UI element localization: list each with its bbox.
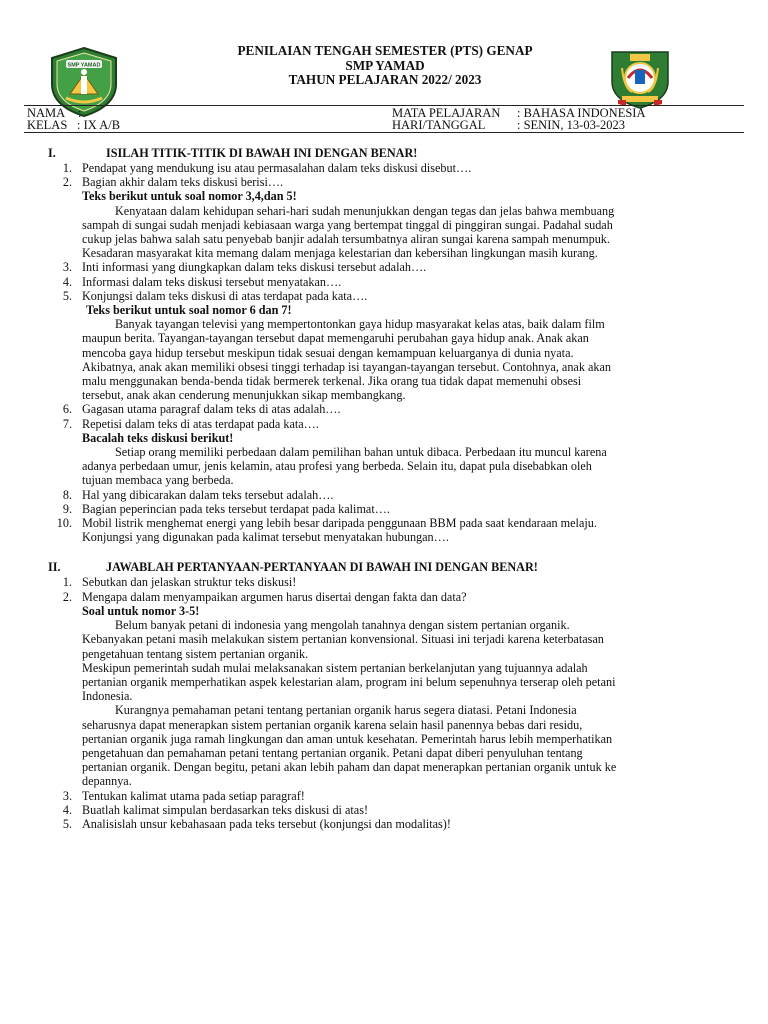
passage-line: Setiap orang memiliki perbedaan dalam pemilihan bahan untuk dibaca. Perbedaan itu muncul karena — [115, 445, 607, 460]
header-year: TAHUN PELAJARAN 2022/ 2023 — [288, 72, 482, 87]
passage-line: Kebanyakan petani masih melakukan sistem pertanian konvensional. Situasi ini terjadi karena keterbatasan — [82, 632, 604, 647]
header-school: SMP YAMAD — [345, 57, 425, 73]
question-1-2: 2. Bagian akhir dalam teks diskusi berisi…. — [62, 175, 284, 190]
passage-line: malu menggunakan benda-benda tidak bermerek terkenal. Jika orang tua tidak dapat memenuhi obsesi — [82, 374, 582, 389]
section-1-heading — [24, 146, 748, 161]
question-2-5: 5. Analisislah unsur kebahasaan pada teks tersebut (konjungsi dan modalitas)! — [62, 816, 451, 831]
passage-a — [24, 204, 748, 261]
passage-c — [24, 445, 748, 488]
meta-nama-label: NAMA — [27, 106, 66, 120]
passage-line: Kesadaran masyarakat kita memang dalam menjaga kelestarian dan kebersihan lingkungan masih kurang. — [82, 246, 598, 261]
question-1-8: 8. Hal yang dibicarakan dalam teks tersebut adalah…. — [62, 487, 334, 502]
question-text: Inti informasi yang diungkapkan dalam teks diskusi tersebut adalah…. — [82, 260, 427, 275]
question-text: Pendapat yang mendukung isu atau permasalahan dalam teks diskusi disebut…. — [82, 161, 472, 175]
passage-line: seharusnya dapat menerapkan sistem pertanian organik karena selain hasil panennya bebas dari residu, — [82, 717, 583, 732]
meta-kelas-label: KELAS — [27, 118, 68, 132]
passage-line: Belum banyak petani di indonesia yang mengolah tanahnya dengan sistem pertanian organik. — [115, 618, 570, 633]
question-2-4: 4. Buatlah kalimat simpulan berdasarkan teks diskusi di atas! — [62, 802, 369, 817]
passage-d-intro: Soal untuk nomor 3-5! — [82, 603, 200, 618]
passage-line: Kurangnya pemahaman petani tentang pertanian organik harus segera diatasi. Petani Indonesia — [115, 703, 577, 718]
question-text: Bagian akhir dalam teks diskusi berisi…. — [82, 175, 284, 190]
passage-line: depannya. — [82, 774, 132, 789]
section-1-title: ISILAH TITIK-TITIK DI BAWAH INI DENGAN BENAR! — [106, 146, 418, 160]
question-1-7: 7. Repetisi dalam teks di atas terdapat pada kata…. — [62, 416, 319, 431]
passage-line: Indonesia. — [82, 689, 133, 704]
question-text: Konjungsi dalam teks diskusi di atas terdapat pada kata…. — [82, 288, 368, 303]
passage-d-paragraph-1 — [24, 618, 748, 661]
passage-line: pertanian organik. Dengan begitu, petani akan lebih paham dan dapat menerapkan pertanian organik untuk ke — [82, 760, 617, 775]
question-text: Gagasan utama paragraf dalam teks di atas adalah…. — [82, 402, 341, 417]
passage-line: Akibatnya, anak akan memiliki obsesi tinggi terhadap isi tayangan-tayangan tersebut. Contohnya, anak akan — [82, 359, 611, 374]
question-1-10-continued: Konjungsi yang digunakan pada kalimat tersebut menyatakan hubungan…. — [82, 530, 449, 545]
passage-line: maupun berita. Tayangan-tayangan tersebut dapat memengaruhi perubahan gaya hidup anak. Anak akan — [82, 331, 589, 346]
section-1-number: I. — [48, 146, 56, 160]
question-1-1: 1. Pendapat yang mendukung isu atau permasalahan dalam teks diskusi disebut…. — [62, 161, 472, 175]
meta-hari-label: HARI/TANGGAL — [392, 118, 486, 132]
question-text: Bagian peperincian pada teks tersebut terdapat pada kalimat…. — [82, 501, 390, 516]
passage-b — [24, 317, 748, 402]
passage-line: pengetahuan tentang sistem pertanian organik. — [82, 646, 309, 661]
question-2-3: 3. Tentukan kalimat utama pada setiap paragraf! — [62, 788, 305, 803]
section-spacer — [24, 544, 748, 560]
passage-line: pertanian organik memperhatikan aspek kelestarian alam, program ini belum sepenuhnya terserap oleh petani — [82, 674, 616, 689]
passage-line: cukup jelas bahwa salah satu penyebab banjir adalah tersumbatnya aliran sungai karena sampah menumpuk. — [82, 232, 610, 247]
passage-d-paragraph-2 — [24, 661, 748, 704]
passage-d-paragraph-3 — [24, 703, 748, 788]
question-text: Mobil listrik menghemat energi yang lebih besar daripada penggunaan BBM pada saat kendaraan melaju. — [82, 516, 597, 531]
header-rule-bottom — [24, 132, 744, 133]
meta-nama-value: : — [78, 106, 82, 120]
passage-c-intro: Bacalah teks diskusi berikut! — [82, 430, 234, 445]
passage-line: sampah di sungai sudah menjadi kebiasaan warga yang bertempat tinggal di pinggiran sungai. Padahal sudah — [82, 217, 613, 232]
question-text: Analisislah unsur kebahasaan pada teks tersebut (konjungsi dan modalitas)! — [82, 816, 451, 831]
passage-line: pengetahuan dan pemahaman petani tentang pertanian organik. Petani dapat diberi penyuluhan tentang — [82, 745, 583, 760]
passage-line: Meskipun pemerintah sudah mulai melaksanakan sistem pertanian berkelanjutan yang tujuannya adalah — [82, 660, 588, 675]
exam-body — [24, 146, 748, 831]
question-1-4: 4. Informasi dalam teks diskusi tersebut menyatakan…. — [62, 274, 342, 289]
passage-b-intro: Teks berikut untuk soal nomor 6 dan 7! — [86, 303, 292, 318]
regional-emblem — [608, 48, 672, 110]
passage-line: tersebut, anak akan cenderung menunjukkan sikap membangkang. — [82, 388, 406, 403]
question-text: Tentukan kalimat utama pada setiap paragraf! — [82, 788, 305, 803]
question-text: Informasi dalam teks diskusi tersebut menyatakan…. — [82, 274, 342, 289]
section-2-heading — [24, 560, 748, 575]
header-title: PENILAIAN TENGAH SEMESTER (PTS) GENAP — [237, 43, 533, 58]
passage-line: mencoba gaya hidup tersebut meskipun tidak sesuai dengan kemampuan keluarganya di dunia nyata. — [82, 345, 574, 360]
question-2-1: 1. Sebutkan dan jelaskan struktur teks diskusi! — [62, 575, 297, 590]
question-text: Buatlah kalimat simpulan berdasarkan teks diskusi di atas! — [82, 802, 369, 817]
passage-line: pertanian organik juga ramah lingkungan dan aman untuk kesehatan. Pemerintah harus lebih memperhatikan — [82, 731, 613, 746]
question-text: Hal yang dibicarakan dalam teks tersebut adalah…. — [82, 487, 334, 502]
question-1-5: 5. Konjungsi dalam teks diskusi di atas terdapat pada kata…. — [62, 288, 368, 303]
meta-hari-value: : SENIN, 13-03-2023 — [517, 118, 625, 132]
exam-header — [170, 44, 600, 88]
question-1-9: 9. Bagian peperincian pada teks tersebut terdapat pada kalimat…. — [62, 501, 390, 516]
svg-text:SMP YAMAD: SMP YAMAD — [67, 62, 101, 69]
meta-kelas-value: : IX A/B — [77, 118, 121, 132]
passage-line: adanya perbedaan umur, jenis kelamin, atau profesi yang berbeda. Selain itu, dapat pula disebabkan oleh — [82, 459, 592, 474]
passage-line: tujuan membaca yang berbeda. — [82, 473, 234, 488]
question-1-6: 6. Gagasan utama paragraf dalam teks di atas adalah…. — [62, 402, 341, 417]
passage-line: Banyak tayangan televisi yang mempertontonkan gaya hidup masyarakat kelas atas, baik dalam film — [115, 317, 605, 332]
question-1-10: 10. Mobil listrik menghemat energi yang lebih besar daripada penggunaan BBM pada saat kendaraan melaju. — [56, 516, 597, 531]
section-2-number: II. — [48, 560, 61, 575]
question-2-2: 2. Mengapa dalam menyampaikan argumen harus disertai dengan fakta dan data? — [62, 589, 467, 604]
question-text: Repetisi dalam teks di atas terdapat pada kata…. — [82, 416, 319, 431]
passage-a-intro: Teks berikut untuk soal nomor 3,4,dan 5! — [82, 189, 297, 204]
question-1-3: 3. Inti informasi yang diungkapkan dalam teks diskusi tersebut adalah…. — [62, 260, 427, 275]
section-2-title: JAWABLAH PERTANYAAN-PERTANYAAN DI BAWAH INI DENGAN BENAR! — [106, 560, 538, 575]
meta-mapel-value: : BAHASA INDONESIA — [517, 106, 646, 120]
passage-line: Kenyataan dalam kehidupan sehari-hari sudah menunjukkan dengan tegas dan jelas bahwa membuang — [115, 203, 615, 218]
question-text: Sebutkan dan jelaskan struktur teks diskusi! — [82, 575, 297, 590]
meta-mapel-label: MATA PELAJARAN — [392, 106, 501, 120]
question-text: Mengapa dalam menyampaikan argumen harus disertai dengan fakta dan data? — [82, 589, 467, 604]
